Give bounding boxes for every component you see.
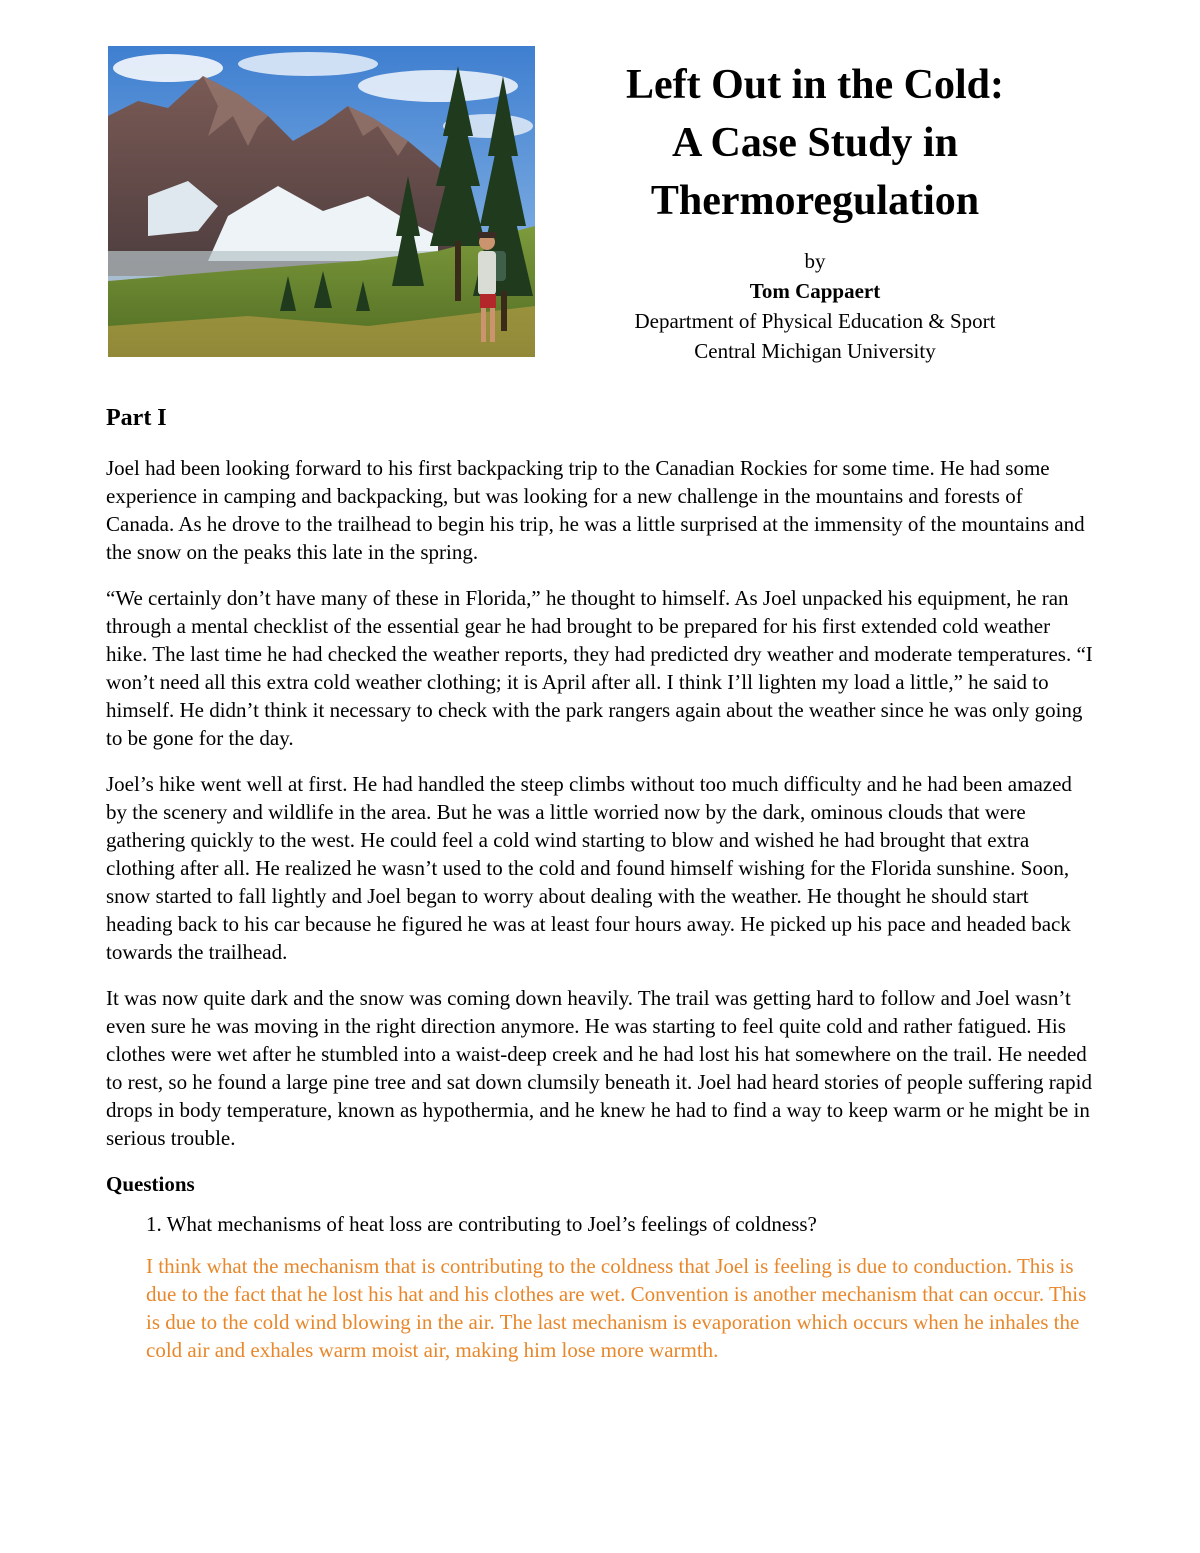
- paragraph-1: Joel had been looking forward to his first backpacking trip to the Canadian Rockies for some time. He had some experience in camping and backpacking, but was looking for a new challenge in the mountains and forests of Canada. As he drove to the trailhead to begin his trip, he was a little surprised at the immensity of the mountains and the snow on the peaks this late in the spring.: [106, 456, 1085, 564]
- section-heading: Part I: [106, 405, 167, 431]
- case-study-body: [106, 402, 1096, 1364]
- byline: by: [804, 249, 826, 273]
- title-line-2: A Case Study in: [672, 120, 958, 166]
- questions-heading: Questions: [106, 1172, 195, 1196]
- title-block: [560, 56, 1070, 366]
- question-1: 1. What mechanisms of heat loss are contributing to Joel’s feelings of coldness?: [146, 1212, 817, 1236]
- answer-1: I think what the mechanism that is contributing to the coldness that Joel is feeling is due to conduction. This is due to the fact that he lost his hat and his clothes are wet. Convention is another mechanism that can occur. This is due to the cold wind blowing in the air. The last mechanism is evaporation which occurs when he inhales the cold air and exhales warm moist air, making him lose more warmth.: [146, 1254, 1087, 1362]
- department: Department of Physical Education & Sport: [634, 309, 996, 333]
- title-line-1: Left Out in the Cold:: [626, 62, 1004, 108]
- title-line-3: Thermoregulation: [650, 178, 980, 224]
- mountain-hiker-photo: [108, 46, 535, 357]
- paragraph-4: It was now quite dark and the snow was coming down heavily. The trail was getting hard to follow and Joel wasn’t even sure he was moving in the right direction anymore. He was starting to feel quite cold and rather fatigued. His clothes were wet after he stumbled into a waist-deep creek and he had lost his hat somewhere on the trail. He needed to rest, so he found a large pine tree and sat down clumsily beneath it. Joel had heard stories of people suffering rapid drops in body temperature, known as hypothermia, and he knew he had to find a way to keep warm or he might be in serious trouble.: [106, 986, 1092, 1150]
- university: Central Michigan University: [694, 339, 936, 363]
- paragraph-3: Joel’s hike went well at first. He had handled the steep climbs without too much difficulty and he had been amazed by the scenery and wildlife in the area. But he was a little worried now by the dark, ominous clouds that were gathering quickly to the west. He could feel a cold wind starting to blow and wished he had brought that extra clothing after all. He realized he wasn’t used to the cold and found himself wishing for the Florida sunshine. Soon, snow started to fall lightly and Joel began to worry about dealing with the weather. He thought he should start heading back to his car because he figured he was at least four hours away. He picked up his pace and headed back towards the trailhead.: [106, 772, 1072, 964]
- author-name: Tom Cappaert: [749, 279, 881, 303]
- paragraph-2: “We certainly don’t have many of these in Florida,” he thought to himself. As Joel unpacked his equipment, he ran through a mental checklist of the essential gear he had brought to be prepared for his first extended cold weather hike. The last time he had checked the weather reports, they had predicted dry weather and moderate temperatures. “I won’t need all this extra cold weather clothing; it is April after all. I think I’ll lighten my load a little,” he said to himself. He didn’t think it necessary to check with the park rangers again about the weather since he was only going to be gone for the day.: [106, 586, 1093, 750]
